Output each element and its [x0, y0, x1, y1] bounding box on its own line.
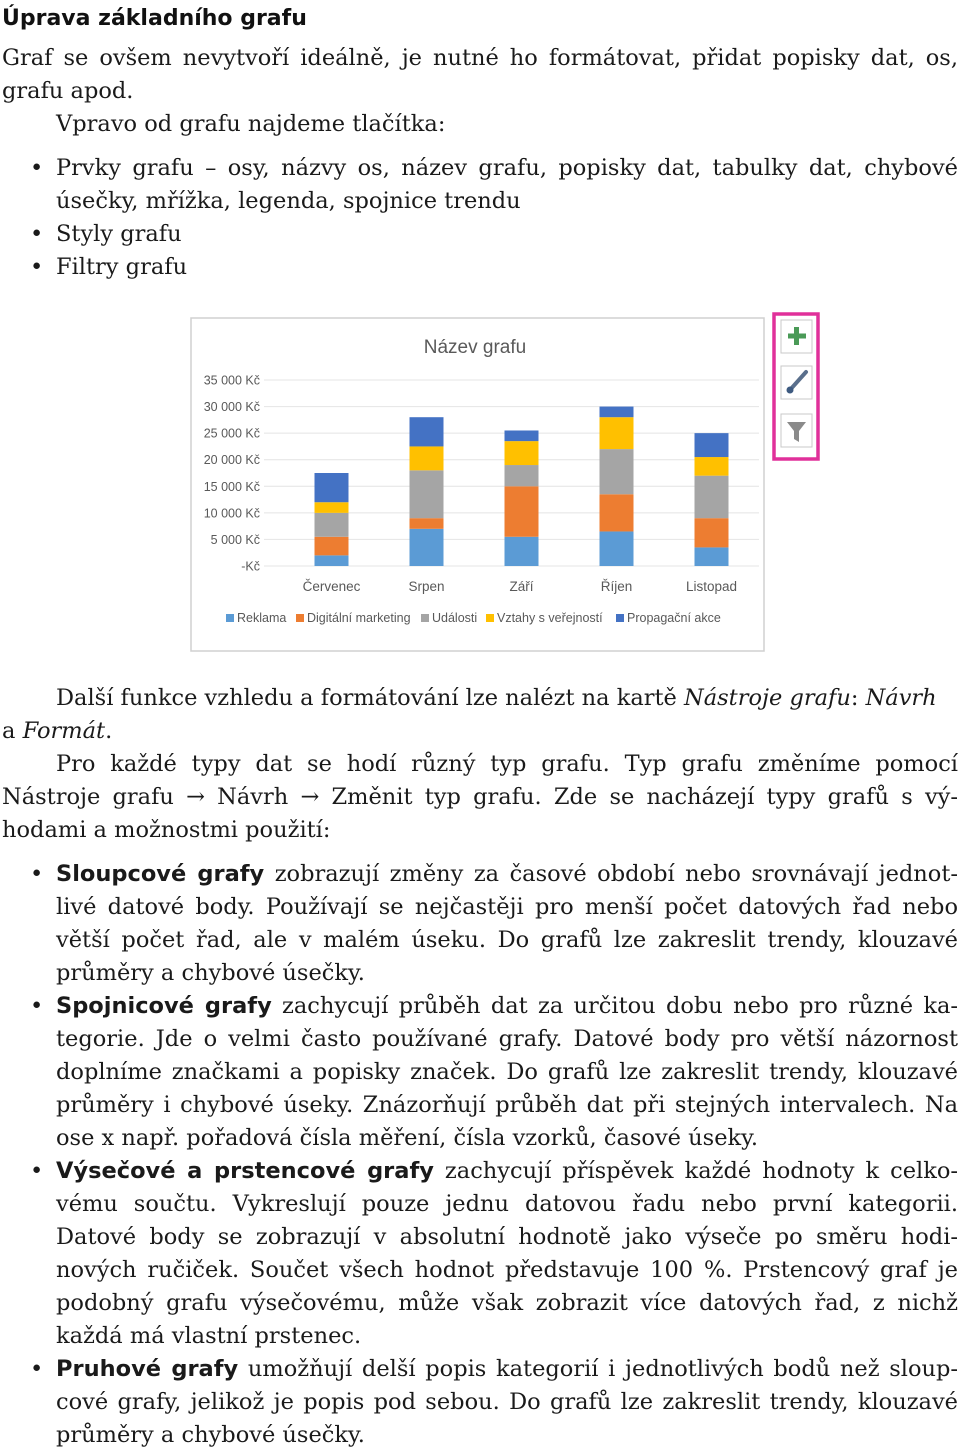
list-item-bullet	[30, 858, 43, 891]
x-tick-label: Listopad	[685, 579, 738, 594]
list-item-bullet	[30, 1353, 43, 1386]
y-tick-label: 35 000 Kč	[203, 373, 260, 388]
bar-segment[interactable]	[315, 502, 349, 513]
list-item-text: průměry i chybové úseky. Znázorňují průběh dat při stejných intervalech. Na	[56, 1092, 958, 1118]
bar-segment[interactable]	[600, 494, 634, 531]
term-bold: Pruhové grafy	[56, 1356, 239, 1382]
bar-segment[interactable]	[315, 555, 349, 566]
paragraph-line: Nástroje grafu → Návrh → Změnit typ grafu. Zde se nacházejí typy grafů s vý-	[2, 784, 958, 810]
legend-label: Digitální marketing	[307, 611, 411, 625]
x-tick-label: Srpen	[408, 579, 445, 594]
bar-segment[interactable]	[505, 537, 539, 566]
text-run-italic: Návrh	[865, 685, 937, 711]
paragraph-line	[2, 715, 112, 748]
chart-figure	[184, 308, 824, 663]
y-tick-label: 20 000 Kč	[203, 453, 260, 468]
legend-label: Reklama	[237, 611, 287, 625]
paragraph-line: hodami a možnostmi použití:	[2, 817, 331, 843]
bar-segment[interactable]	[695, 476, 729, 519]
paragraph-line	[56, 682, 960, 715]
list-item-text: Prvky grafu – osy, názvy os, název grafu, popisky dat, tabulky dat, chybové	[56, 155, 958, 181]
chart-elements-button[interactable]	[781, 320, 812, 353]
bar-segment[interactable]	[695, 547, 729, 566]
legend-swatch	[486, 614, 494, 622]
text-run: .	[105, 718, 113, 744]
list-item-text: úsečky, mřížka, legenda, spojnice trendu	[56, 188, 521, 214]
text-run: a	[2, 718, 23, 744]
bar-segment[interactable]	[410, 417, 444, 446]
bar-segment[interactable]	[505, 486, 539, 536]
list-item-text: větší počet řad, ale v malém úseku. Do grafů lze zakreslit trendy, klouzavé	[56, 927, 958, 953]
list-item-text: nových ručiček. Součet všech hodnot představuje 100 %. Prstencový graf je	[56, 1257, 958, 1283]
bar-segment[interactable]	[600, 407, 634, 418]
intro-line: Vpravo od grafu najdeme tlačítka:	[56, 111, 446, 137]
y-tick-label: 5 000 Kč	[210, 532, 260, 547]
chart-filters-button[interactable]	[781, 414, 812, 447]
list-item-text	[56, 858, 958, 891]
bar-segment[interactable]	[315, 473, 349, 502]
text-run-italic: Formát	[22, 718, 106, 744]
text-run-italic: Nástroje grafu	[684, 685, 851, 711]
bar-segment[interactable]	[695, 433, 729, 457]
bar-segment[interactable]	[600, 449, 634, 494]
text-run: umožňují delší popis kategorií i jednotlivých bodů než sloup-	[238, 1356, 959, 1382]
x-tick-label: Říjen	[600, 579, 633, 594]
bar-segment[interactable]	[315, 537, 349, 556]
y-tick-label: 10 000 Kč	[203, 506, 260, 521]
bar-segment[interactable]	[600, 417, 634, 449]
text-run: :	[850, 685, 866, 711]
list-item-text	[56, 1353, 958, 1386]
list-item-text: ose x např. pořadová čísla měření, čísla vzorků, časové úseky.	[56, 1125, 759, 1151]
bar-segment[interactable]	[410, 518, 444, 529]
bar-segment[interactable]	[505, 465, 539, 486]
list-item-text	[56, 990, 958, 1023]
bar-segment[interactable]	[695, 457, 729, 476]
list-item-text: tegorie. Jde o velmi často používané grafy. Datové body pro větší názornost	[56, 1026, 958, 1052]
bar-segment[interactable]	[315, 513, 349, 537]
intro-line: grafu apod.	[2, 78, 134, 104]
list-item-text: livé datové body. Používají se nejčastěji pro menší počet datových řad nebo	[56, 894, 958, 920]
text-run: Další funkce vzhledu a formátování lze nalézt na kartě	[56, 685, 685, 711]
chart-frame[interactable]	[191, 318, 764, 651]
x-tick-label: Červenec	[302, 579, 361, 594]
list-item-bullet	[30, 990, 43, 1023]
chart-styles-button[interactable]	[781, 366, 812, 399]
legend-label: Události	[432, 611, 478, 625]
list-item-text: každá má vlastní prstenec.	[56, 1323, 362, 1349]
list-item-text: vému součtu. Vykreslují pouze jednu datovou řadu nebo první kategorii.	[56, 1191, 958, 1217]
bar-segment[interactable]	[410, 529, 444, 566]
list-item-bullet	[30, 152, 43, 185]
x-tick-label: Září	[509, 579, 534, 594]
y-tick-label: 30 000 Kč	[203, 400, 260, 415]
list-item-text: Datové body se zobrazují v absolutní hodnotě jako výseče po směru hodi-	[56, 1224, 958, 1250]
list-item-text	[56, 1155, 958, 1188]
list-item-text: podobný grafu výsečovému, může však zobrazit více datových řad, z nichž	[56, 1290, 958, 1316]
legend-swatch	[226, 614, 234, 622]
list-item-bullet	[30, 1155, 43, 1188]
legend-swatch	[616, 614, 624, 622]
term-bold: Výsečové a prstencové grafy	[56, 1158, 434, 1184]
bar-segment[interactable]	[505, 441, 539, 465]
legend-swatch	[296, 614, 304, 622]
legend-swatch	[421, 614, 429, 622]
list-item-text: Filtry grafu	[56, 254, 188, 280]
text-run: zachycují průběh dat za určitou dobu nebo pro různé ka-	[271, 993, 958, 1019]
term-bold: Spojnicové grafy	[56, 993, 272, 1019]
list-item-text: průměry a chybové úsečky.	[56, 1422, 365, 1448]
stacked-bar-chart	[184, 308, 824, 663]
bar-segment[interactable]	[505, 430, 539, 441]
section-heading: Úprava základního grafu	[2, 6, 307, 31]
legend-label: Propagační akce	[627, 611, 721, 625]
bar-segment[interactable]	[410, 470, 444, 518]
chart-title: Název grafu	[423, 337, 527, 358]
text-run: zachycují příspěvek každé hodnoty k celko-	[433, 1158, 958, 1184]
y-tick-label: -Kč	[241, 559, 260, 574]
term-bold: Sloupcové grafy	[56, 861, 265, 887]
list-item-bullet	[30, 251, 43, 284]
text-run: zobrazují změny za časové období nebo srovnávají jednot-	[264, 861, 958, 887]
list-item-bullet	[30, 218, 43, 251]
y-tick-label: 25 000 Kč	[203, 426, 260, 441]
list-item-text: Styly grafu	[56, 221, 182, 247]
list-item-text: průměry a chybové úsečky.	[56, 960, 365, 986]
legend-label: Vztahy s veřejností	[497, 611, 603, 625]
list-item-text: cové grafy, jelikož je popis pod sebou. Do grafů lze zakreslit trendy, klouzavé	[56, 1389, 958, 1415]
list-item-text: doplníme značkami a popisky značek. Do grafů lze zakreslit trendy, klouzavé	[56, 1059, 958, 1085]
bar-segment[interactable]	[695, 518, 729, 547]
paragraph-line: Pro každé typy dat se hodí různý typ grafu. Typ grafu změníme pomocí	[56, 751, 958, 777]
bar-segment[interactable]	[600, 531, 634, 566]
y-tick-label: 15 000 Kč	[203, 479, 260, 494]
bar-segment[interactable]	[410, 446, 444, 470]
intro-line: Graf se ovšem nevytvoří ideálně, je nutné ho formátovat, přidat popisky dat, os,	[2, 45, 958, 71]
